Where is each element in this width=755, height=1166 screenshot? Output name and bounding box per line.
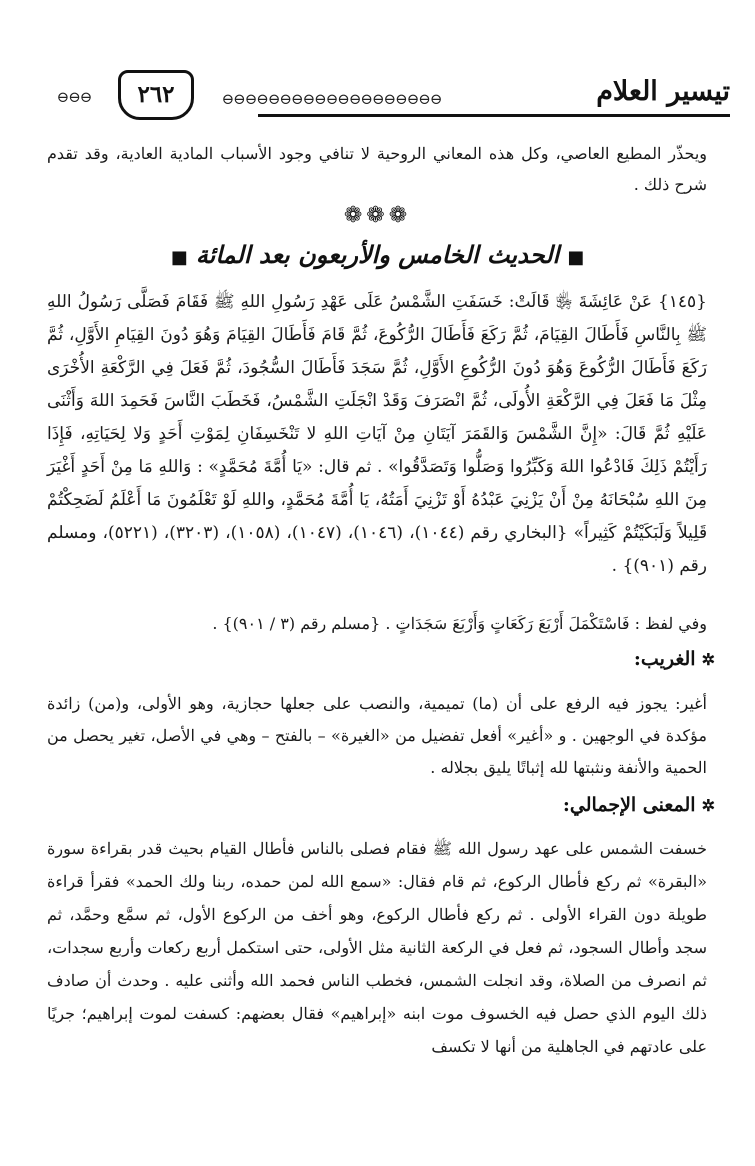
other-wording: وفي لفظ : فَاسْتَكْمَلَ أَرْبَعَ رَكَعَاتٍ وَأَرْبَعَ سَجَدَاتٍ . {مسلم رقم (٣ / ٩٠١)} . bbox=[212, 614, 707, 633]
hadith-text: {١٤٥} عَنْ عَائِشَةَ ﵂ قَالَتْ: خَسَفَتِ الشَّمْسُ عَلَى عَهْدِ رَسُولِ اللهِ ﷺ فَقَامَ فَصَلَّى رَسُولُ اللهِ ﷺ بِالنَّاسِ فَأَطَالَ القِيَامَ، ثُمَّ رَكَعَ فَأَطَالَ الرُّكُوعَ، ثُمَّ قَامَ فَأَطَالَ القِيَامَ وَهُوَ دُونَ القِيَامِ الأَوَّلِ، ثُمَّ رَكَعَ فَأَطَالَ الرُّكُوعَ وَهُوَ دُونَ الرُّكُوعِ الأَوَّلِ، ثُمَّ سَجَدَ فَأَطَالَ السُّجُودَ، ثُمَّ فَعَلَ فِي الرَّكْعَةِ الأُخْرَى مِثْلَ مَا فَعَلَ فِي الرَّكْعَةِ الأُولَى، ثُمَّ انْصَرَفَ وَقَدْ انْجَلَتِ الشَّمْسُ، فَخَطَبَ النَّاسَ فَحَمِدَ اللهَ وَأَثْنَى عَلَيْهِ ثُمَّ قَالَ: «إِنَّ الشَّمْسَ وَالقَمَرَ آيَتَانِ مِنْ آيَاتِ اللهِ لا تَنْخَسِفَانِ لِمَوْتِ أَحَدٍ وَلا لِحَيَاتِهِ، فَإِذَا رَأَيْتُمْ ذَلِكَ فَادْعُوا اللهَ وَكَبِّرُوا وَصَلُّوا وَتَصَدَّقُوا» . ثم قال: «يَا أُمَّةَ مُحَمَّدٍ» : وَاللهِ مَا مِنْ أَحَدٍ أَغْيَرَ مِنَ اللهِ سُبْحَانَهُ مِنْ أَنْ يَزْنِيَ عَبْدُهُ أَوْ تَزْنِيَ أَمَتُهُ، يَا أُمَّةَ مُحَمَّدٍ، واللهِ لَوْ تَعْلَمُونَ مَا أَعْلَمُ لَضَحِكْتُمْ قَلِيلاً وَلَبَكَيْتُمْ كَثِيراً» {البخاري رقم (١٠٤٤)، (١٠٤٦)، (١٠٤٧)، (١٠٥٨)، (٣٢٠٣)، (٥٢٢١)، ومسلم رقم (٩٠١)} . bbox=[47, 292, 708, 576]
page-number: ٢٦٢ bbox=[118, 70, 194, 120]
asterisk-icon: ✲ bbox=[701, 796, 715, 815]
intro-paragraph: ويحذّر المطيع العاصي، وكل هذه المعاني الروحية لا تنافي وجود الأسباب المادية العادية، وقد تقدم شرح ذلك . bbox=[47, 144, 707, 194]
gharib-text: أغير: يجوز فيه الرفع على أن (ما) تميمية، والنصب على جعلها حجازية، وهو الأولى، و(من) زائدة مؤكدة في الوجهين . و «أغير» أفعل تفضيل من «الغيرة» – بالفتح – وهي في الأصل، تغير يحصل من الحمية والأنفة ونثبتها لله إثباتًا يليق بجلاله . bbox=[47, 694, 707, 777]
header-rule bbox=[258, 114, 730, 117]
gharib-heading bbox=[634, 648, 715, 670]
header-ornament-small: ⊖⊖⊖ bbox=[56, 88, 92, 106]
page-header bbox=[30, 68, 730, 120]
title-marker-icon: ■ bbox=[170, 247, 188, 268]
asterisk-icon: ✲ bbox=[701, 650, 715, 669]
section-divider-stars: ❁❁❁ bbox=[343, 203, 412, 228]
title-marker-icon: ■ bbox=[567, 247, 585, 268]
book-title: تيسير العلام bbox=[596, 76, 730, 107]
meaning-text: خسفت الشمس على عهد رسول الله ﷺ فقام فصلى بالناس فأطال القيام بحيث قدر بقراءة سورة «البقرة» ثم ركع فأطال الركوع، ثم قام فقال: «سمع الله لمن حمده، ربنا ولك الحمد» فقرأ قراءة طويلة دون القراء الأولى . ثم ركع فأطال الركوع، وهو أخف من الركوع الأول، ثم سمَّع وحمَّد، ثم سجد وأطال السجود، ثم فعل في الركعة الثانية مثل الأولى، حتى استكمل أربع ركعات وأربع سجدات، ثم انصرف من الصلاة، وقد انجلت الشمس، فخطب الناس فحمد الله وأثنى عليه . وحدث أن صادف ذلك اليوم الذي حصل فيه الخسوف موت ابنه «إبراهيم» فقال بعضهم: كسفت لموت إبراهيم؛ جريًا على عادتهم في الجاهلية من أنها لا تكسف bbox=[47, 839, 708, 1056]
hadith-title-text: الحديث الخامس والأربعون بعد المائة bbox=[195, 240, 560, 269]
meaning-heading bbox=[563, 794, 715, 816]
meaning-heading-text: المعنى الإجمالي: bbox=[562, 794, 696, 816]
header-ornament-band: ⊖⊖⊖⊖⊖⊖⊖⊖⊖⊖⊖⊖⊖⊖⊖⊖⊖⊖⊖ bbox=[221, 90, 442, 108]
gharib-heading-text: الغريب: bbox=[633, 648, 696, 670]
hadith-title bbox=[0, 240, 755, 269]
